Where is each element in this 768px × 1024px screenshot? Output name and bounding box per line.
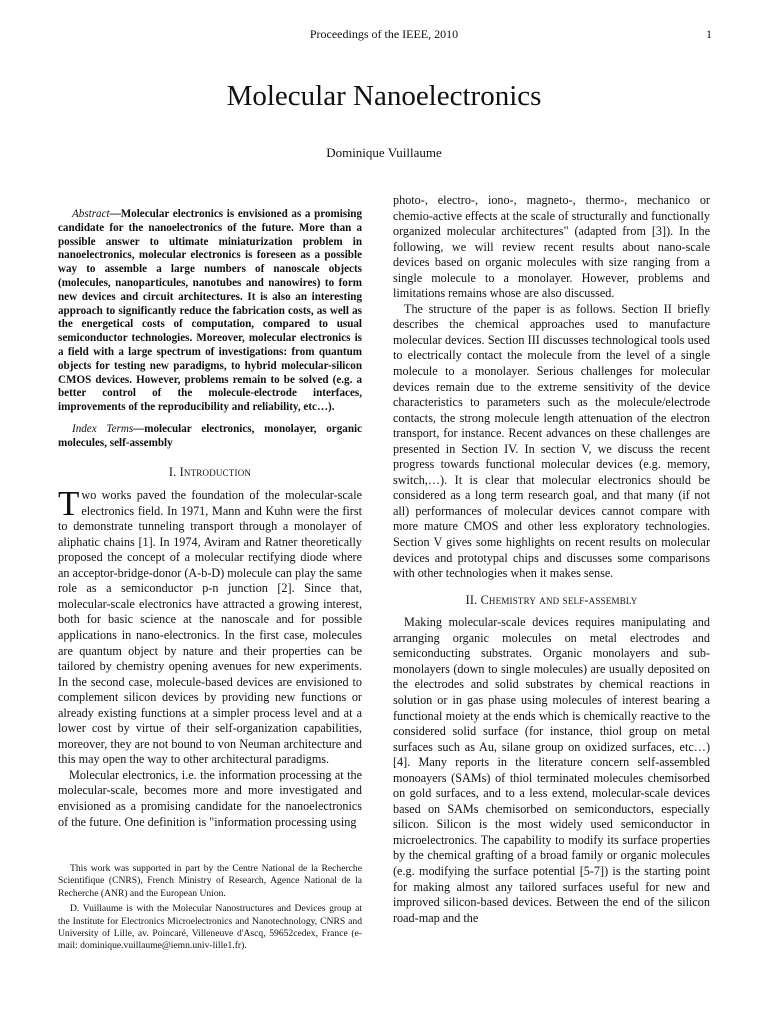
author-name: Dominique Vuillaume xyxy=(326,145,442,160)
section-2-paragraph-1: Making molecular-scale devices requires manipulating and arranging organic molecules on metal electrodes and semiconducting substrates. Organic monolayers and sub-monolayers (down to single molecules) are usually deposited on the electrodes and solid substrates by chemical reactions in solution or in gas phase using molecules of interest bearing a functional moiety at the ends which is chemically reactive to the considered solid surface (for instance, thiol group on metal surfaces such as Au, silane group on oxidized surfaces, etc…) [4]. Many reports in the literature concern self-assembled monoayers (SAMs) of thiol terminated molecules chemisorbed on gold surfaces, and to a less extend, molecular-scale devices based on SAMs chemisorbed on semiconductors, especially silicon. Silicon is the most widely used semiconductor in microelectronics. The capability to modify its surface properties by the chemical grafting of a broad family or organic molecules (e.g. modifying the surface potential [5-7]) is the starting point for making almost any tailored surfaces useful for new and improved silicon-based devices. Between the end of the silicon road-map and the xyxy=(393,615,710,925)
section-2-numeral: II. xyxy=(465,592,478,607)
section-1-paragraph-1 xyxy=(58,484,362,768)
section-2-heading xyxy=(393,593,710,609)
abstract-label: Abstract xyxy=(72,208,110,220)
drop-cap: T xyxy=(58,484,80,524)
section-1-heading xyxy=(58,465,362,481)
index-terms-label: Index Terms xyxy=(72,422,134,435)
section-1-paragraph-2: Molecular electronics, i.e. the information processing at the molecular-scale, becomes more and more investigated and envisioned as a promising candidate for the nanoelectronics of the future. One definition is "information processing using xyxy=(58,767,362,829)
section-1-body-right xyxy=(393,193,710,582)
footnote-funding: This work was supported in part by the Centre National de la Recherche Scientifique (CNRS), French Ministry of Research, Agence National de la Recherche (ANR) and the European Union. xyxy=(58,863,362,899)
section-1-numeral: I. xyxy=(168,464,177,479)
index-terms-text: —molecular electronics, monolayer, organic molecules, self-assembly xyxy=(58,422,362,449)
index-terms xyxy=(58,423,362,451)
abstract xyxy=(58,208,362,415)
section-2-body xyxy=(393,615,710,926)
section-1-paragraph-2-continued: photo-, electro-, iono-, magneto-, thermo-, mechanico or chemio-active effects at the scale of structurally and functionally organized molecular architectures" (adapted from [3]). In the following, we will review recent results about nano-scale devices based on organic molecules with size ranging from a single molecule to a monolayer. However, problems and limitations remains whose are also discussed. xyxy=(393,193,710,301)
section-1-paragraph-1-text: wo works paved the foundation of the molecular-scale electronics field. In 1971, Mann and Kuhn were the first to demonstrate tunneling transport through a monolayer of aliphatic chains [1]. In 1974, Aviram and Ratner theoretically proposed the concept of a molecular rectifying diode where an acceptor-bridge-donor (A-b-D) molecule can play the same role as a semiconductor p-n junction [2]. Since that, molecular-scale electronics have attracted a growing interest, both for basic science at the nanoscale and for possible applications in nano-electronics. In the first case, molecules are quantum object by nature and their properties can be tailored by chemistry opening avenues for new experiments. In the second case, molecule-based devices are envisioned to complement silicon devices by providing new functions or already existing functions at a simpler process level and at a lower cost by virtue of their self-organization capabilities, moreover, they are not bound to von Neuman architecture and this may open the way to other architectural paradigms. xyxy=(58,488,362,767)
journal-name: Proceedings of the IEEE, 2010 xyxy=(309,27,459,41)
section-1-paragraph-3: The structure of the paper is as follows. Section II briefly describes the chemical approaches used to manufacture molecular devices. Section III discusses technological tools used to electrically contact the molecule from the level of a single molecule to a monolayer. Serious challenges for molecular devices remain due to the extreme sensitivity of the device characteristics to parameters such as the molecule/electrode contacts, the strong molecule length attenuation of the electron transport, for instance. Recent advances on these challenges are presented in Section IV. In section V, we discuss the recent progress towards functional molecular devices (e.g. memory, switch,…). It is clear that molecular electronics should be considered as a long term research goal, and that many (if not all) performances of molecular devices cannot compare with more mature CMOS and other less exploratory technologies. Section V gives some highlights on recent results on molecular devices and prototypal chips and discusses some comparisons with other technologies when it makes sense. xyxy=(393,301,710,581)
page-number: 1 xyxy=(706,27,712,41)
section-1-title: Introduction xyxy=(179,464,252,479)
right-column xyxy=(393,193,710,926)
footnotes xyxy=(58,863,362,956)
section-1-body-left xyxy=(58,484,362,830)
section-2-title: Chemistry and self-assembly xyxy=(480,592,638,607)
abstract-text: —Molecular electronics is envisioned as a promising candidate for the nanoelectronics of the future. More than a possible answer to ultimate miniaturization problem in nanoelectronics, molecular electronics is foreseen as a possible way to assemble a large numbers of nanoscale objects (molecules, nanoparticules, nanotubes and nanowires) to form new devices and circuit architectures. It is also an interesting approach to significantly reduce the fabrication costs, as well as the energetical costs of computation, compared to usual semiconductor technologies. Moreover, molecular electronics is a field with a large spectrum of investigations: from quantum objects for testing new paradigms, to hybrid molecular-silicon CMOS devices. However, problems remain to be solved (e.g. a better control of the molecule-electrode interfaces, improvements of the reproducibility and reliability, etc…). xyxy=(58,208,362,414)
left-column xyxy=(58,208,362,830)
paper-title: Molecular Nanoelectronics xyxy=(226,80,542,112)
footnote-affiliation: D. Vuillaume is with the Molecular Nanostructures and Devices group at the Institute for Electronics Microelectronics and Nanotechnology, CNRS and University of Lille, av. Poincaré, Villeneuve d'Ascq, 59652cedex, France (e-mail: dominique.vuillaume@iemn.univ-lille1.fr). xyxy=(58,903,362,952)
